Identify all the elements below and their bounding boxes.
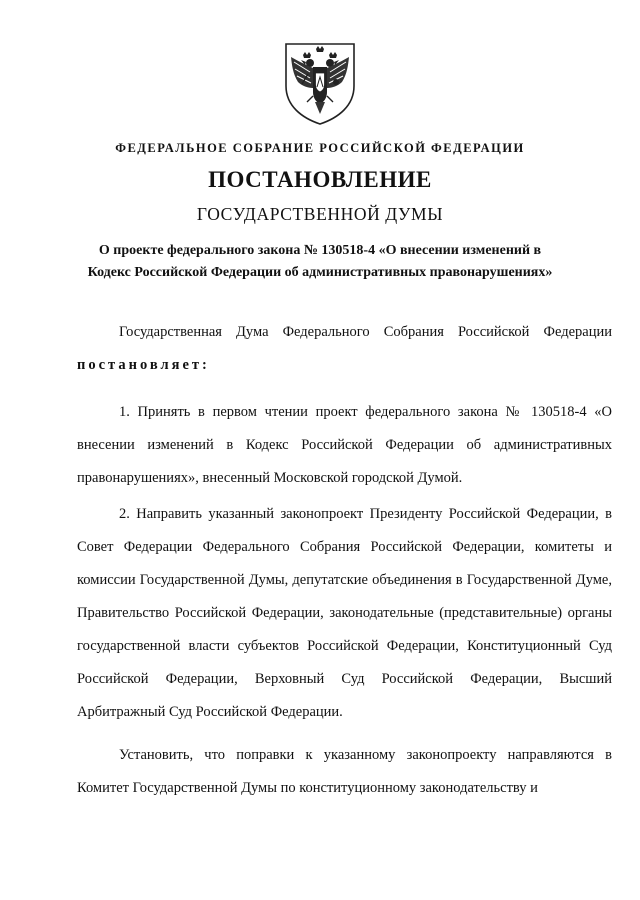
- document-type-title: ПОСТАНОВЛЕНИЕ: [208, 167, 432, 192]
- paragraph-1-text: 1. Принять в первом чтении проект федерального закона № 130518-4 «О внесении изменений в Кодекс Российской Федерации об административных правонарушениях», внесенный Московской городской Думой.: [77, 404, 612, 486]
- intro-paragraph: [77, 316, 612, 382]
- assembly-title: ФЕДЕРАЛЬНОЕ СОБРАНИЕ РОССИЙСКОЙ ФЕДЕРАЦИИ: [115, 141, 525, 155]
- issuer-title: ГОСУДАРСТВЕННОЙ ДУМЫ: [196, 204, 444, 224]
- document-subject: [0, 240, 640, 284]
- decree-verb: постановляет:: [77, 357, 210, 373]
- paragraph-2: [77, 498, 612, 729]
- paragraph-1: [77, 396, 612, 495]
- coat-of-arms-icon: [280, 40, 360, 126]
- intro-text: Государственная Дума Федерального Собрания Российской Федерации: [119, 324, 612, 340]
- paragraph-2-text: 2. Направить указанный законопроект Президенту Российской Федерации, в Совет Федерации Федерального Собрания Российской Федерации, комитеты и комиссии Государственной Думы, депутатские объединения в Государственной Думе, Правительство Российской Федерации, законодательные (представительные) органы государственной власти субъектов Российской Федерации, Конституционный Суд Российской Федерации, Верховный Суд Российской Федерации, Высший Арбитражный Суд Российской Федерации.: [77, 506, 612, 720]
- paragraph-3: [77, 739, 612, 805]
- subject-line-1: О проекте федерального закона № 130518-4 «О внесении изменений в: [98, 243, 542, 258]
- subject-line-2: Кодекс Российской Федерации об административных правонарушениях»: [87, 265, 553, 280]
- paragraph-3-text: Установить, что поправки к указанному законопроекту направляются в Комитет Государственной Думы по конституционному законодательству и: [77, 747, 612, 796]
